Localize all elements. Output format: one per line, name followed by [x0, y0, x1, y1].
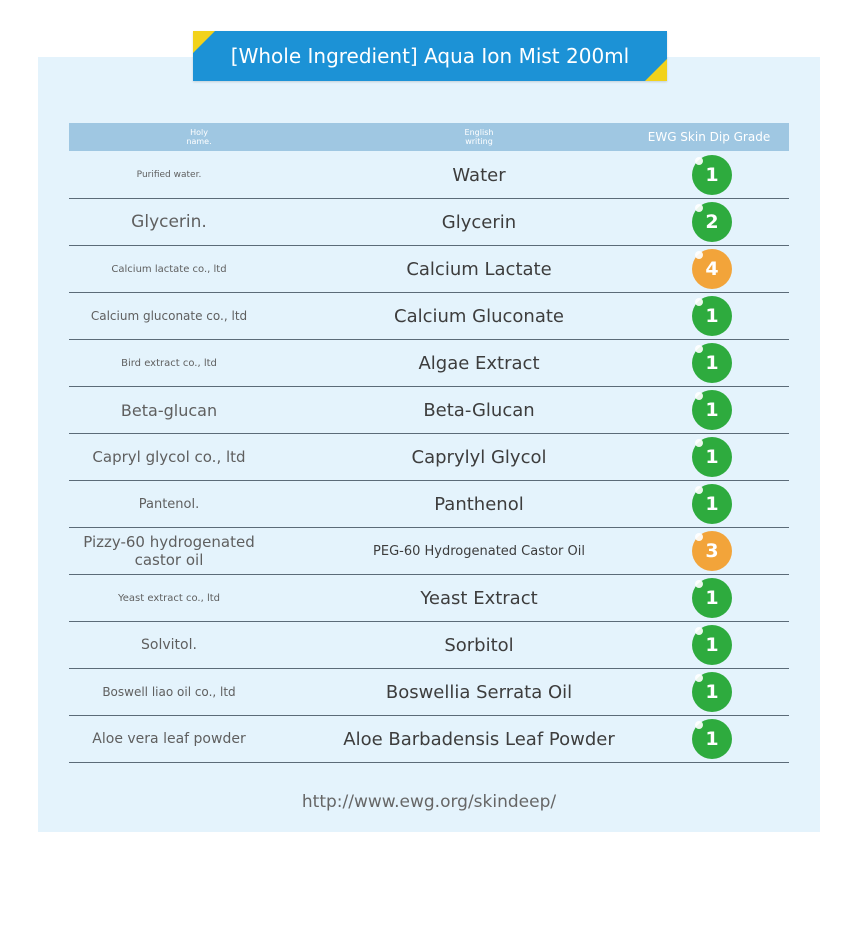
- ingredient-english-name: Beta-Glucan: [423, 399, 535, 421]
- header-korean-name: [109, 123, 289, 151]
- table-row: [69, 669, 789, 716]
- ewg-grade-cell: [689, 246, 735, 292]
- ingredient-korean-name: Solvitol.: [141, 637, 197, 653]
- ewg-grade-number: 1: [705, 634, 719, 656]
- ingredient-korean-name: Yeast extract co., ltd: [117, 592, 221, 604]
- ewg-grade-cell: [689, 481, 735, 527]
- ewg-grade-badge: [692, 296, 732, 336]
- ewg-grade-badge: [692, 625, 732, 665]
- ewg-grade-number: 1: [705, 728, 719, 750]
- page-title: [Whole Ingredient] Aqua Ion Mist 200ml: [230, 44, 630, 68]
- ewg-grade-cell: [689, 716, 735, 762]
- table-header: [69, 123, 789, 151]
- table-row: [69, 528, 789, 575]
- leaf-icon: [695, 721, 703, 729]
- table-row: [69, 152, 789, 199]
- ewg-grade-number: 1: [705, 446, 719, 468]
- ewg-grade-number: 1: [705, 399, 719, 421]
- table-row: [69, 340, 789, 387]
- ingredient-english-name: Calcium Lactate: [406, 258, 552, 280]
- header-ewg-grade: EWG Skin Dip Grade: [647, 129, 771, 144]
- leaf-icon: [695, 486, 703, 494]
- ingredient-korean-name: Pizzy-60 hydrogenated castor oil: [83, 533, 255, 569]
- ingredient-english-name: Yeast Extract: [420, 587, 538, 609]
- ewg-grade-number: 4: [705, 258, 719, 280]
- ewg-grade-number: 1: [705, 587, 719, 609]
- table-row: [69, 575, 789, 622]
- title-banner: [193, 31, 667, 81]
- ingredient-korean-name: Calcium gluconate co., ltd: [90, 309, 248, 323]
- ewg-grade-badge: [692, 719, 732, 759]
- ingredient-english-name: Water: [452, 164, 506, 186]
- ewg-grade-number: 2: [705, 211, 719, 233]
- ingredient-english-name: Caprylyl Glycol: [411, 446, 547, 468]
- leaf-icon: [695, 157, 703, 165]
- leaf-icon: [695, 251, 703, 259]
- ewg-grade-cell: [689, 622, 735, 668]
- ewg-grade-cell: [689, 387, 735, 433]
- ewg-grade-cell: [689, 152, 735, 198]
- leaf-icon: [695, 674, 703, 682]
- ewg-grade-badge: [692, 578, 732, 618]
- header-english-line2: writing: [465, 137, 493, 146]
- table-row: [69, 716, 789, 763]
- ewg-grade-badge: [692, 531, 732, 571]
- ingredient-korean-name: Purified water.: [136, 170, 202, 180]
- table-row: [69, 434, 789, 481]
- ingredient-english-name: PEG-60 Hydrogenated Castor Oil: [373, 543, 585, 559]
- ewg-grade-badge: [692, 249, 732, 289]
- ewg-grade-badge: [692, 343, 732, 383]
- table-row: [69, 246, 789, 293]
- leaf-icon: [695, 533, 703, 541]
- ewg-grade-badge: [692, 437, 732, 477]
- ingredient-korean-name: Pantenol.: [138, 496, 200, 512]
- ingredient-english-name: Algae Extract: [418, 352, 540, 374]
- ingredient-korean-name: Bird extract co., ltd: [121, 357, 217, 369]
- header-english-name: [389, 123, 569, 151]
- ewg-grade-badge: [692, 484, 732, 524]
- ewg-grade-cell: [689, 669, 735, 715]
- header-korean-line1: Holy: [190, 128, 208, 137]
- ewg-grade-badge: [692, 390, 732, 430]
- header-korean-line2: name.: [186, 137, 212, 146]
- ingredient-korean-name: Aloe vera leaf powder: [92, 731, 246, 747]
- ewg-grade-number: 1: [705, 493, 719, 515]
- ingredient-korean-name: Glycerin.: [131, 212, 207, 232]
- ewg-grade-number: 1: [705, 164, 719, 186]
- table-row: [69, 199, 789, 246]
- ewg-grade-number: 1: [705, 681, 719, 703]
- table-row: [69, 387, 789, 434]
- leaf-icon: [695, 439, 703, 447]
- table-row: [69, 622, 789, 669]
- ingredient-korean-name: Beta-glucan: [120, 400, 218, 420]
- ewg-grade-badge: [692, 155, 732, 195]
- ingredient-english-name: Glycerin: [441, 211, 517, 233]
- leaf-icon: [695, 392, 703, 400]
- header-english-line1: English: [464, 128, 494, 137]
- ingredient-english-name: Boswellia Serrata Oil: [385, 681, 573, 703]
- ewg-grade-number: 1: [705, 352, 719, 374]
- ewg-grade-cell: [689, 199, 735, 245]
- ewg-grade-cell: [689, 434, 735, 480]
- ingredient-english-name: Sorbitol: [444, 634, 514, 656]
- table-row: [69, 293, 789, 340]
- leaf-icon: [695, 298, 703, 306]
- ingredient-english-name: Calcium Gluconate: [394, 305, 564, 327]
- ewg-grade-number: 3: [705, 540, 719, 562]
- table-row: [69, 481, 789, 528]
- ingredient-korean-name: Calcium lactate co., ltd: [111, 263, 227, 275]
- leaf-icon: [695, 627, 703, 635]
- ewg-grade-badge: [692, 672, 732, 712]
- ingredient-korean-name: Boswell liao oil co., ltd: [102, 685, 236, 699]
- leaf-icon: [695, 204, 703, 212]
- ewg-grade-cell: [689, 340, 735, 386]
- ewg-grade-badge: [692, 202, 732, 242]
- leaf-icon: [695, 580, 703, 588]
- ewg-grade-cell: [689, 575, 735, 621]
- ewg-grade-cell: [689, 293, 735, 339]
- leaf-icon: [695, 345, 703, 353]
- ingredient-table: [69, 152, 789, 763]
- ingredient-english-name: Aloe Barbadensis Leaf Powder: [343, 728, 615, 750]
- ingredient-english-name: Panthenol: [434, 493, 524, 515]
- ewg-grade-cell: [689, 528, 735, 574]
- source-url: http://www.ewg.org/skindeep/: [301, 792, 557, 812]
- ingredient-korean-name: Capryl glycol co., ltd: [92, 448, 246, 466]
- ewg-grade-number: 1: [705, 305, 719, 327]
